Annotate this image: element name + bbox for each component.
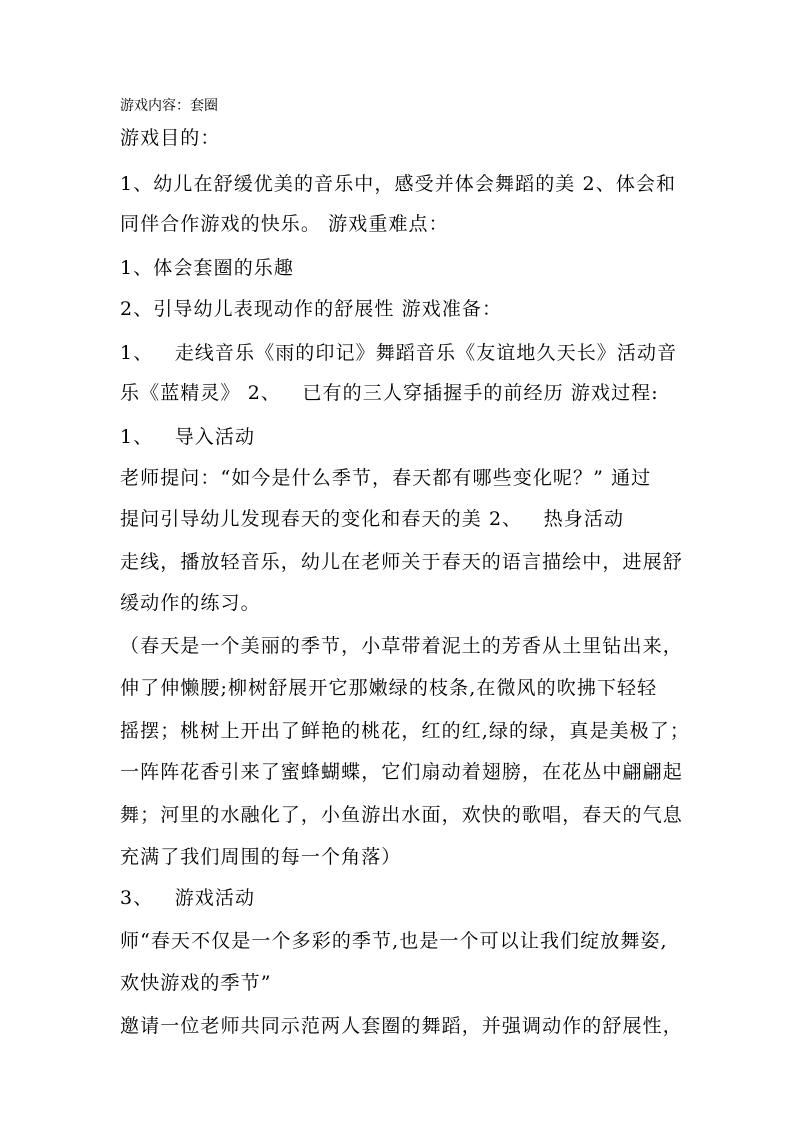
text-line: 老师提问：“如今是什么季节，春天都有哪些变化呢？” 通过 xyxy=(120,467,652,489)
text-line: （春天是一个美丽的季节，小草带着泥土的芳香从土里钻出来， xyxy=(120,635,683,657)
text-line: 2、引导幼儿表现动作的舒展性 游戏准备： xyxy=(120,298,503,320)
text-line: 走线，播放轻音乐，幼儿在老师关于春天的语言描绘中，进展舒 xyxy=(120,551,683,573)
text-line: 充满了我们周围的每一个角落） xyxy=(120,846,402,868)
text-line: 一阵阵花香引来了蜜蜂蝴蝶，它们扇动着翅膀，在花丛中翩翩起 xyxy=(120,761,683,783)
text-line: 1、 导入活动 xyxy=(120,426,256,448)
text-line: 乐《蓝精灵》 2、 已有的三人穿插握手的前经历 游戏过程: xyxy=(120,382,659,404)
text-line: 3、 游戏活动 xyxy=(120,887,256,909)
text-line: 摇摆；桃树上开出了鲜艳的桃花，红的红,绿的绿，真是美极了； xyxy=(120,720,690,742)
text-line: 邀请一位老师共同示范两人套圈的舞蹈，并强调动作的舒展性， xyxy=(120,1015,683,1037)
text-line: 舞；河里的水融化了，小鱼游出水面，欢快的歌唱，春天的气息 xyxy=(120,804,683,826)
text-line: 游戏目的： xyxy=(120,127,221,149)
text-line: 1、体会套圈的乐趣 xyxy=(120,257,294,279)
text-line: 同伴合作游戏的快乐。 游戏重难点： xyxy=(120,213,449,235)
content-title-line: 游戏内容：套圈 xyxy=(120,98,218,114)
text-line: 欢快游戏的季节” xyxy=(120,972,272,994)
text-line: 师“春天不仅是一个多彩的季节,也是一个可以让我们绽放舞姿, xyxy=(120,930,668,952)
text-line: 1、幼儿在舒缓优美的音乐中，感受并体会舞蹈的美 2、体会和 xyxy=(120,173,677,195)
text-line: 缓动作的练习。 xyxy=(120,592,261,614)
text-line: 伸了伸懒腰;柳树舒展开它那嫩绿的枝条,在微风的吹拂下轻轻 xyxy=(120,677,658,699)
text-line: 1、 走线音乐《雨的印记》舞蹈音乐《友谊地久天长》活动音 xyxy=(120,342,678,364)
text-line: 提问引导幼儿发现春天的变化和春天的美 2、 热身活动 xyxy=(120,508,625,530)
